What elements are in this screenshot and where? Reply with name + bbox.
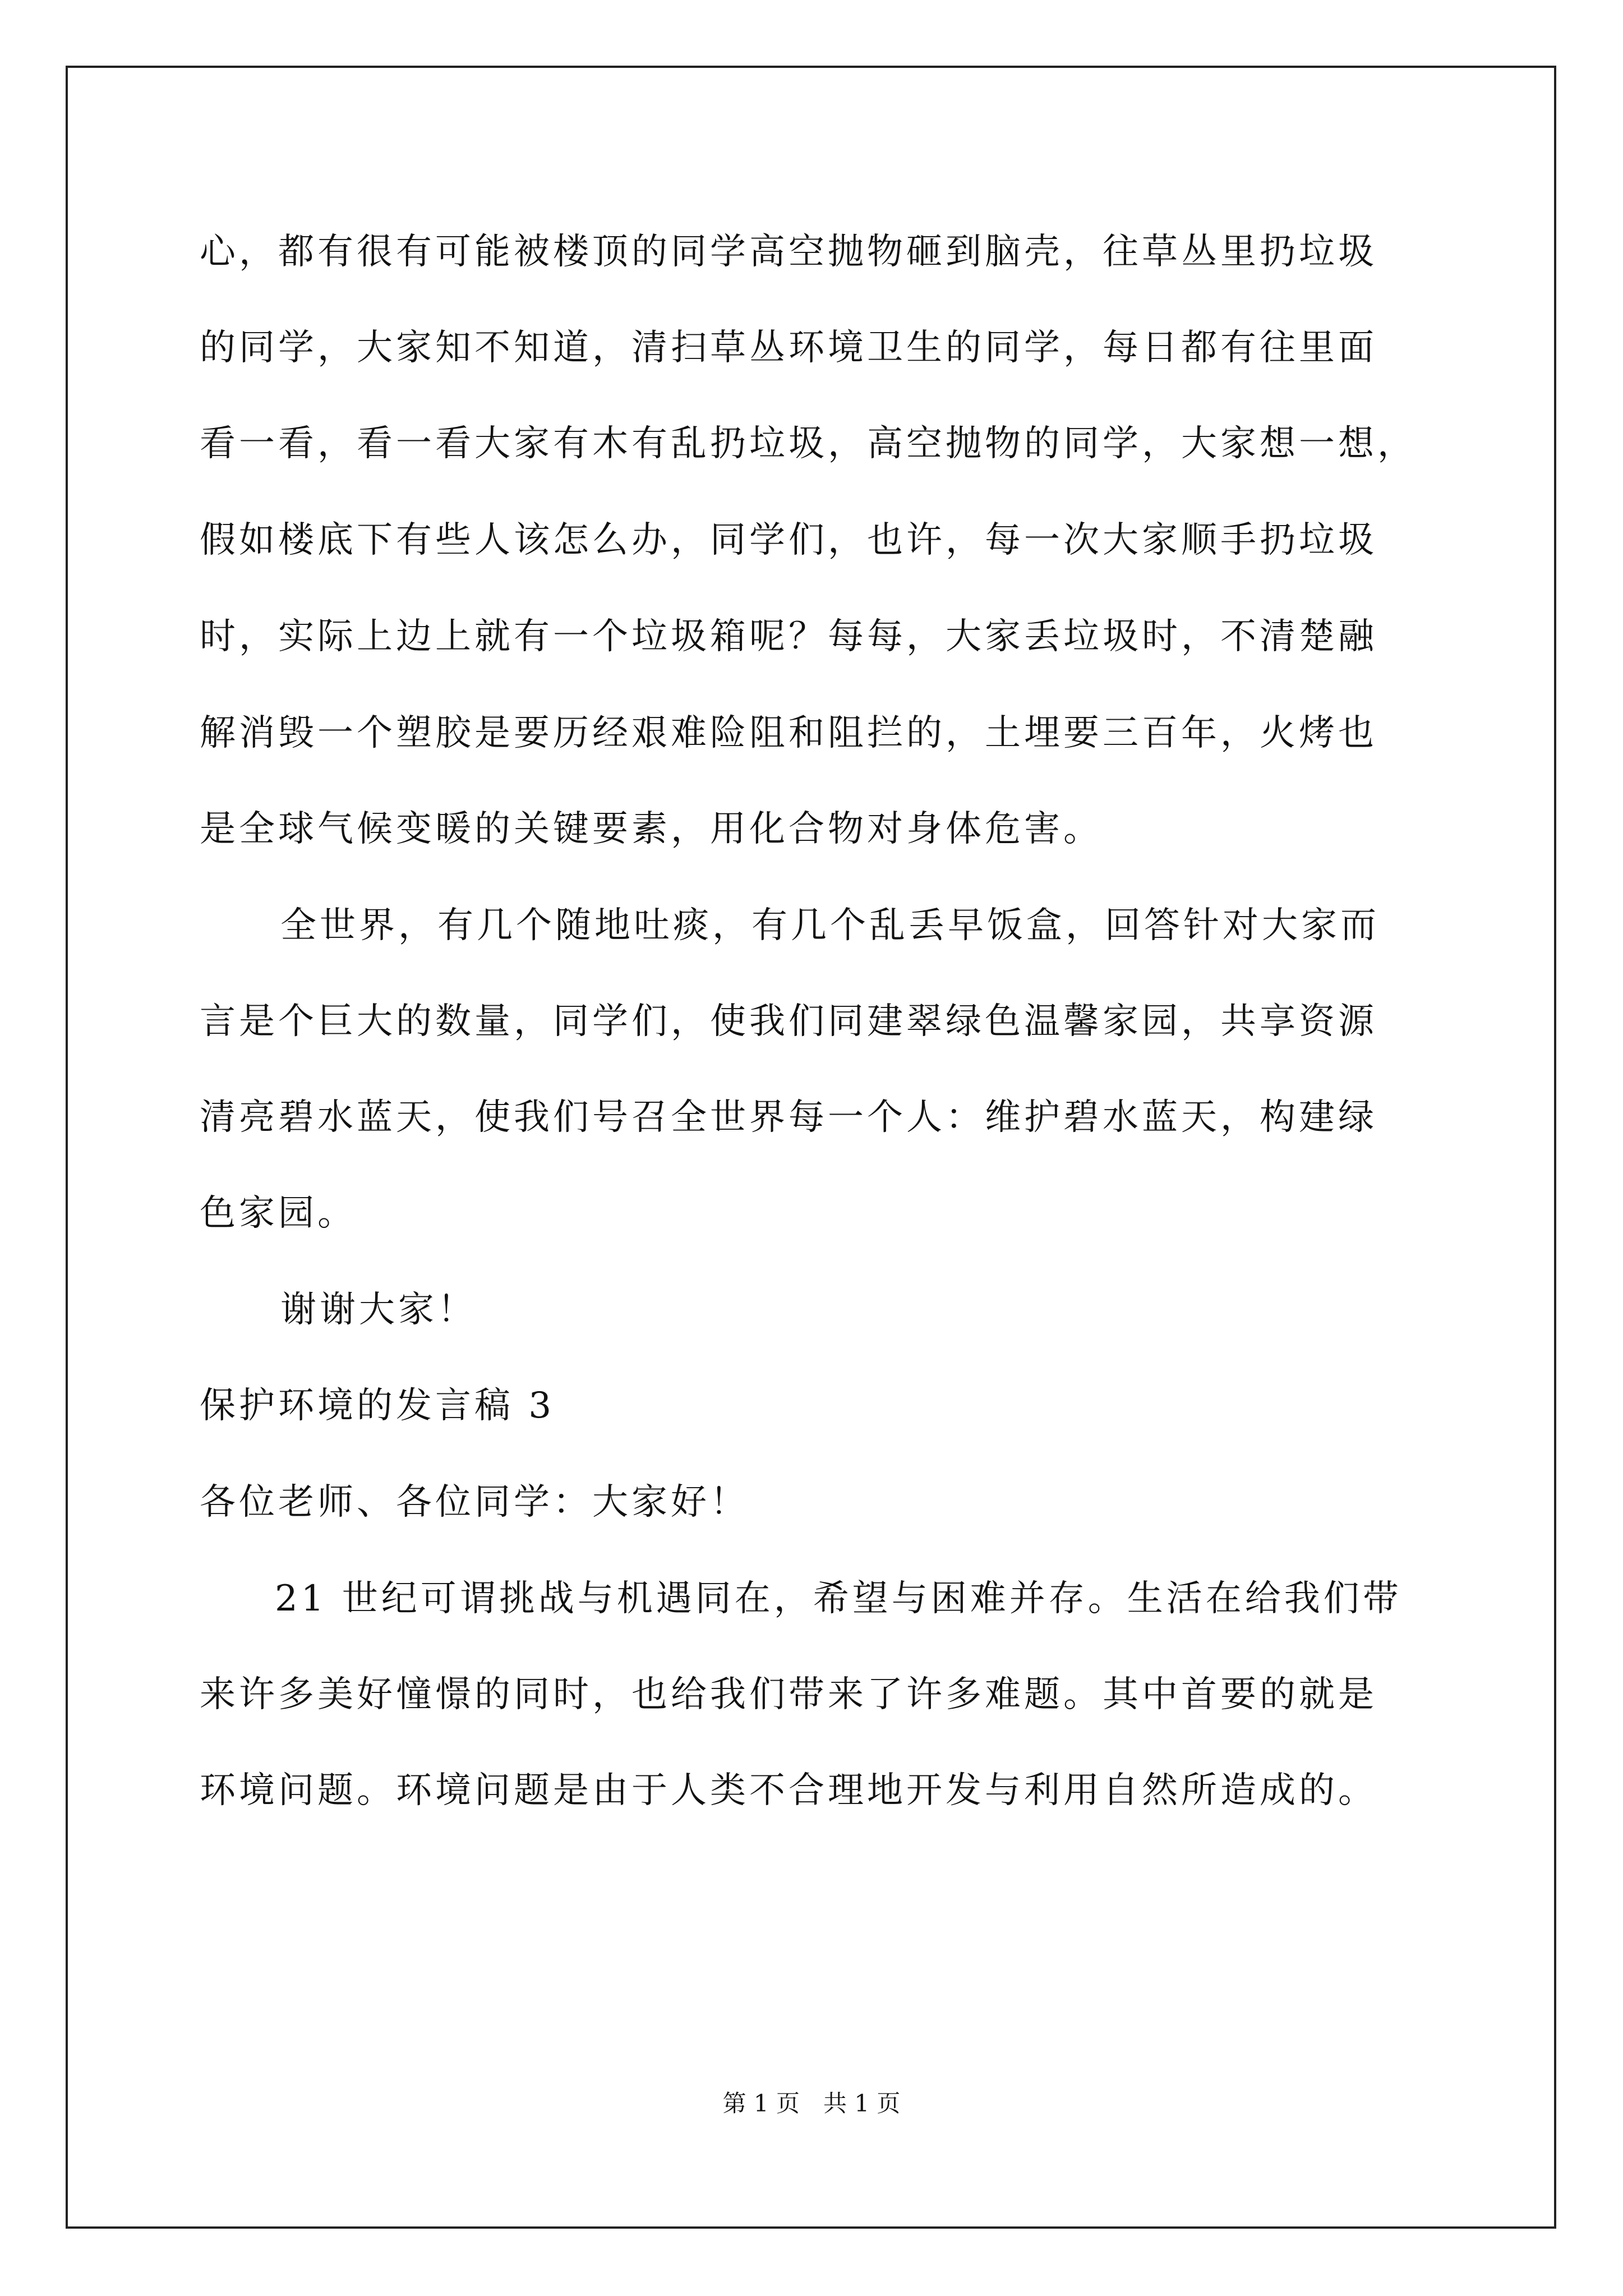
paragraph-line: 解消毁一个塑胶是要历经艰难险阻和阻拦的，土埋要三百年，火烤也 (200, 712, 1377, 754)
paragraph-line: 来许多美好憧憬的同时，也给我们带来了许多难题。其中首要的就是 (200, 1674, 1377, 1715)
paragraph-line: 21 世纪可谓挑战与机遇同在，希望与困难并存。生活在给我们带 (275, 1578, 1402, 1619)
paragraph-line: 假如楼底下有些人该怎么办，同学们，也许，每一次大家顺手扔垃圾 (200, 519, 1377, 561)
page-footer: 第 1 页 共 1 页 (722, 2090, 901, 2117)
paragraph-line: 言是个巨大的数量，同学们，使我们同建翠绿色温馨家园，共享资源 (200, 1001, 1377, 1042)
paragraph-line: 环境问题。环境问题是由于人类不合理地开发与利用自然所造成的。 (200, 1770, 1377, 1811)
paragraph-line: 全世界，有几个随地吐痰，有几个乱丢早饭盒，回答针对大家而 (280, 905, 1380, 946)
paragraph-line: 谢谢大家！ (280, 1289, 477, 1331)
paragraph-line: 时，实际上边上就有一个垃圾箱呢？每每，大家丢垃圾时，不清楚融 (200, 616, 1377, 657)
paragraph-line: 的同学，大家知不知道，清扫草丛环境卫生的同学，每日都有往里面 (200, 327, 1377, 369)
paragraph-line: 是全球气候变暖的关键要素，用化合物对身体危害。 (200, 808, 1103, 850)
paragraph-line: 心，都有很有可能被楼顶的同学高空抛物砸到脑壳，往草丛里扔垃圾 (200, 231, 1377, 273)
page-border (66, 66, 1556, 2229)
paragraph-line: 色家园。 (200, 1193, 357, 1234)
section-heading: 保护环境的发言稿 3 (200, 1385, 555, 1427)
salutation: 各位老师、各位同学：大家好！ (200, 1481, 749, 1523)
paragraph-line: 清亮碧水蓝天，使我们号召全世界每一个人：维护碧水蓝天，构建绿 (200, 1097, 1377, 1138)
paragraph-line: 看一看，看一看大家有木有乱扔垃圾，高空抛物的同学，大家想一想， (200, 423, 1417, 464)
